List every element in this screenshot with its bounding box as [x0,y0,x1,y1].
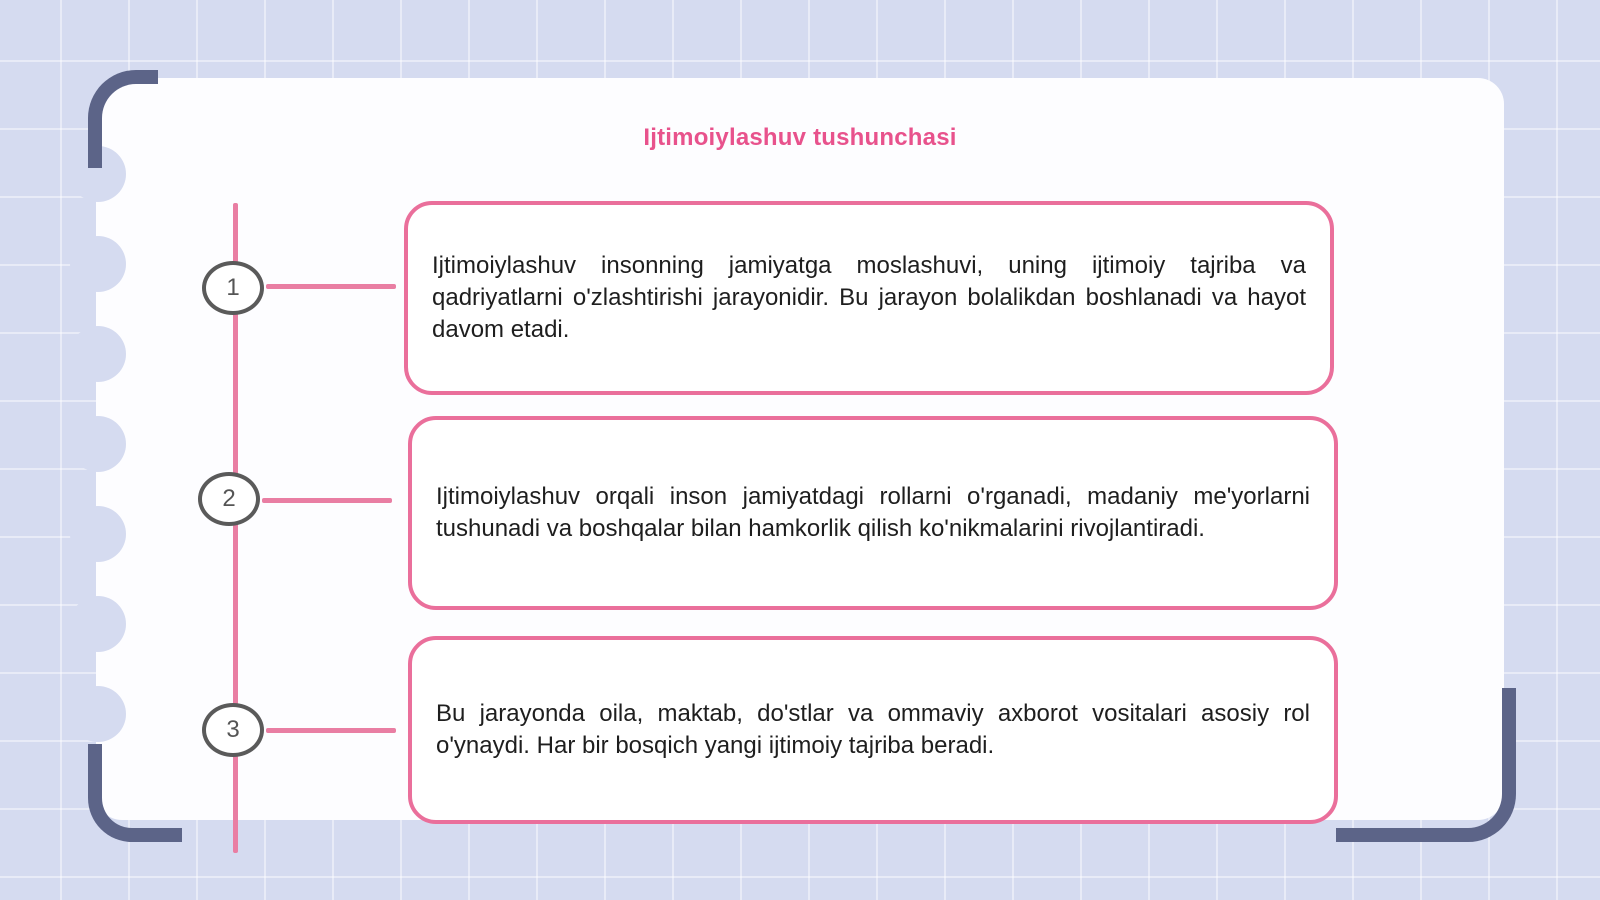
slide-title: Ijtimoiylashuv tushunchasi [643,124,957,151]
step-card [408,636,1338,824]
paper-notch [70,506,126,562]
step-card [404,201,1334,395]
paper-notch [70,236,126,292]
timeline-connector [266,284,396,289]
step-card-text: Bu jarayonda oila, maktab, do'stlar va ommaviy axborot vositalari asosiy rol o'ynaydi. Har bir bosqich yangi ijtimoiy tajriba beradi. [436,700,1310,759]
paper-notch [70,686,126,742]
step-number-badge: 1 [202,261,264,315]
step-number-badge: 3 [202,703,264,757]
step-card-text: Ijtimoiylashuv insonning jamiyatga moslashuvi, uning ijtimoiy tajriba va qadriyatlarni o'zlashtirishi jarayonidir. Bu jarayon bolalikdan boshlanadi va hayot davom etadi. [432,252,1306,343]
paper-notch [70,416,126,472]
frame-corner-bottom-right [1336,688,1516,842]
frame-corner-bottom-left [88,744,182,842]
paper-notch [70,326,126,382]
frame-corner-top-left [88,70,158,168]
timeline-connector [266,728,396,733]
step-card [408,416,1338,610]
paper-notch [70,596,126,652]
step-number-badge: 2 [198,472,260,526]
step-card-text: Ijtimoiylashuv orqali inson jamiyatdagi rollarni o'rganadi, madaniy me'yorlarni tushunadi va boshqalar bilan hamkorlik qilish ko'nikmalarini rivojlantiradi. [436,483,1310,542]
timeline-connector [262,498,392,503]
